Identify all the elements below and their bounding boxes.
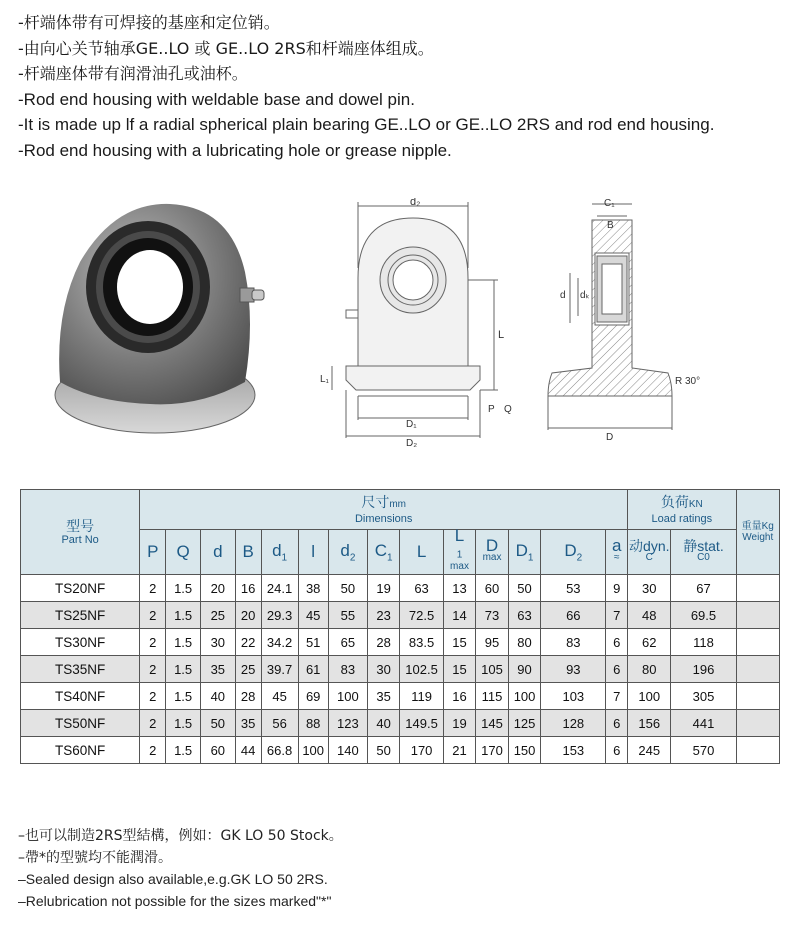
cell-c1: 28: [367, 629, 400, 656]
cell-c1: 19: [367, 575, 400, 602]
cell-d2: 103: [541, 683, 606, 710]
cell-d: 145: [476, 710, 509, 737]
cell-q: 1.5: [166, 737, 201, 764]
table-row: [21, 737, 780, 764]
cell-d1: 90: [508, 656, 541, 683]
cell-d1: 63: [508, 602, 541, 629]
cell-c: 245: [628, 737, 671, 764]
cell-q: 1.5: [166, 656, 201, 683]
col-dyn: 动dyn. C: [628, 530, 671, 575]
cell-q: 1.5: [166, 629, 201, 656]
cell-d2: 100: [328, 683, 367, 710]
col-d2: $d_2$: [328, 530, 367, 575]
cell-d1: 29.3: [261, 602, 298, 629]
cell-d1: 56: [261, 710, 298, 737]
cell-a: 6: [606, 656, 628, 683]
cell-l1: 13: [443, 575, 476, 602]
cell-d1: 125: [508, 710, 541, 737]
label-R30: R 30°: [675, 376, 701, 387]
cell-weight: [736, 629, 779, 656]
cell-l1: 15: [443, 656, 476, 683]
spec-table-body: [21, 575, 780, 764]
label-d: d: [560, 290, 566, 301]
cell-weight: [736, 737, 779, 764]
note-3: –Sealed design also available,e.g.GK LO 50 2RS.: [18, 871, 328, 887]
col-D1: $D_1$: [508, 530, 541, 575]
cell-a: 6: [606, 710, 628, 737]
cell-d: 73: [476, 602, 509, 629]
dim-header-en: Dimensions: [354, 512, 413, 525]
col-D2: $D_2$: [541, 530, 606, 575]
cell-d2: 83: [328, 656, 367, 683]
cell-l: 63: [400, 575, 443, 602]
cell-c: 62: [628, 629, 671, 656]
cell-c1: 30: [367, 656, 400, 683]
cell-part: TS35NF: [21, 656, 140, 683]
label-B: B: [607, 220, 614, 231]
cell-d1: 80: [508, 629, 541, 656]
cell-l1: 15: [443, 629, 476, 656]
cell-b: 35: [235, 710, 261, 737]
cell-c0: 67: [671, 575, 736, 602]
cell-d2: 128: [541, 710, 606, 737]
label-d2: d₂: [410, 198, 421, 208]
cell-weight: [736, 710, 779, 737]
note-2: –帶*的型號均不能潤滑。: [18, 849, 172, 866]
col-Q: Q: [166, 530, 201, 575]
cell-q: 1.5: [166, 683, 201, 710]
cell-q: 1.5: [166, 575, 201, 602]
cell-d: 95: [476, 629, 509, 656]
label-L: L: [498, 329, 505, 341]
cell-p: 2: [140, 683, 166, 710]
cell-c1: 35: [367, 683, 400, 710]
cell-l: 51: [298, 629, 328, 656]
intro-line-5: -It is made up lf a radial spherical plain bearing GE..LO or GE..LO 2RS and rod end housing.: [18, 115, 715, 134]
cell-a: 6: [606, 629, 628, 656]
cell-l: 72.5: [400, 602, 443, 629]
footnotes: [18, 826, 343, 912]
intro-text: [18, 10, 788, 163]
load-header-cn: 负荷: [660, 493, 689, 510]
cell-l: 170: [400, 737, 443, 764]
intro-line-2: -由向心关节轴承GE..LO 或 GE..LO 2RS和杆端座体组成。: [18, 38, 434, 58]
cell-d: 60: [200, 737, 235, 764]
cell-d1: 150: [508, 737, 541, 764]
cell-weight: [736, 656, 779, 683]
cell-d2: 50: [328, 575, 367, 602]
col-Dmax: D max: [476, 530, 509, 575]
cell-d2: 65: [328, 629, 367, 656]
cell-part: TS20NF: [21, 575, 140, 602]
cell-c: 30: [628, 575, 671, 602]
dim-header-unit: mm: [389, 498, 406, 510]
cell-l: 45: [298, 602, 328, 629]
cell-c: 80: [628, 656, 671, 683]
cell-l: 38: [298, 575, 328, 602]
cell-c0: 441: [671, 710, 736, 737]
intro-line-1: -杆端体带有可焊接的基座和定位销。: [18, 13, 280, 32]
cell-q: 1.5: [166, 710, 201, 737]
table-row: [21, 602, 780, 629]
cell-c1: 50: [367, 737, 400, 764]
col-B: B: [235, 530, 261, 575]
cell-d: 20: [200, 575, 235, 602]
cell-q: 1.5: [166, 602, 201, 629]
cell-b: 16: [235, 575, 261, 602]
label-P: P: [488, 404, 495, 415]
cell-weight: [736, 602, 779, 629]
col-l: l: [298, 530, 328, 575]
intro-line-4: -Rod end housing with weldable base and dowel pin.: [18, 89, 415, 109]
spec-table: [20, 489, 780, 764]
load-header-en: Load ratings: [651, 512, 713, 525]
cell-d: 25: [200, 602, 235, 629]
cell-d1: 100: [508, 683, 541, 710]
cell-p: 2: [140, 710, 166, 737]
cell-d: 30: [200, 629, 235, 656]
cell-p: 2: [140, 629, 166, 656]
dimensions-header: [140, 490, 628, 530]
cell-p: 2: [140, 602, 166, 629]
cell-a: 9: [606, 575, 628, 602]
cell-d: 170: [476, 737, 509, 764]
cell-l: 88: [298, 710, 328, 737]
weight-header: 重量Kg Weight: [736, 490, 779, 575]
cell-d2: 55: [328, 602, 367, 629]
cell-l: 61: [298, 656, 328, 683]
cell-l1: 14: [443, 602, 476, 629]
cell-l1: 21: [443, 737, 476, 764]
cell-b: 22: [235, 629, 261, 656]
cell-c0: 305: [671, 683, 736, 710]
cell-d1: 50: [508, 575, 541, 602]
cell-p: 2: [140, 575, 166, 602]
cell-part: TS60NF: [21, 737, 140, 764]
cell-p: 2: [140, 737, 166, 764]
cell-l: 100: [298, 737, 328, 764]
part-no-header: [21, 490, 140, 575]
cell-c0: 196: [671, 656, 736, 683]
cell-d2: 140: [328, 737, 367, 764]
cell-weight: [736, 683, 779, 710]
cell-part: TS25NF: [21, 602, 140, 629]
cell-c: 156: [628, 710, 671, 737]
part-header-en: Part No: [61, 533, 99, 546]
cell-weight: [736, 575, 779, 602]
cell-d: 50: [200, 710, 235, 737]
load-header-unit: KN: [688, 498, 703, 510]
label-D: D: [606, 432, 614, 443]
cell-c0: 118: [671, 629, 736, 656]
cell-c: 48: [628, 602, 671, 629]
cell-b: 25: [235, 656, 261, 683]
cell-part: TS50NF: [21, 710, 140, 737]
cell-d1: 66.8: [261, 737, 298, 764]
intro-line-3: -杆端座体带有润滑油孔或油杯。: [18, 64, 248, 83]
cell-l1: 19: [443, 710, 476, 737]
cell-c: 100: [628, 683, 671, 710]
intro-line-6: -Rod end housing with a lubricating hole or grease nipple.: [18, 140, 452, 160]
table-row: [21, 575, 780, 602]
label-D2: D₂: [406, 438, 418, 449]
cell-d: 105: [476, 656, 509, 683]
cell-d1: 45: [261, 683, 298, 710]
cell-d1: 39.7: [261, 656, 298, 683]
cell-c1: 23: [367, 602, 400, 629]
col-L: L: [400, 530, 443, 575]
cell-b: 20: [235, 602, 261, 629]
product-photo: [40, 192, 270, 442]
cell-p: 2: [140, 656, 166, 683]
cell-d2: 123: [328, 710, 367, 737]
col-stat: 静stat. C0: [671, 530, 736, 575]
cell-l: 102.5: [400, 656, 443, 683]
cell-a: 7: [606, 602, 628, 629]
note-1: –也可以制造2RS型結構，例如：GK LO 50 Stock。: [18, 828, 343, 844]
cell-d: 60: [476, 575, 509, 602]
load-ratings-header: [628, 490, 736, 530]
cell-d1: 34.2: [261, 629, 298, 656]
col-d1: $d_1$: [261, 530, 298, 575]
cell-b: 28: [235, 683, 261, 710]
cell-d: 115: [476, 683, 509, 710]
col-a: a ≈: [606, 530, 628, 575]
col-L1: L $_1$ max: [443, 530, 476, 575]
cell-part: TS40NF: [21, 683, 140, 710]
cell-part: TS30NF: [21, 629, 140, 656]
table-row: [21, 710, 780, 737]
cell-d2: 153: [541, 737, 606, 764]
cell-d2: 66: [541, 602, 606, 629]
table-row: [21, 683, 780, 710]
cell-c1: 40: [367, 710, 400, 737]
part-header-cn: 型号: [66, 517, 95, 534]
label-Q: Q: [504, 404, 512, 415]
section-view-drawing: [540, 198, 715, 450]
col-P: P: [140, 530, 166, 575]
table-row: [21, 656, 780, 683]
cell-d1: 24.1: [261, 575, 298, 602]
cell-d2: 93: [541, 656, 606, 683]
cell-b: 44: [235, 737, 261, 764]
label-D1: D₁: [406, 419, 417, 430]
col-C1: $C_1$: [367, 530, 400, 575]
table-row: [21, 629, 780, 656]
cell-a: 6: [606, 737, 628, 764]
cell-d: 35: [200, 656, 235, 683]
cell-l: 83.5: [400, 629, 443, 656]
note-4: –Relubrication not possible for the sizes marked"*": [18, 892, 332, 909]
cell-d2: 83: [541, 629, 606, 656]
cell-d: 40: [200, 683, 235, 710]
cell-l: 119: [400, 683, 443, 710]
cell-a: 7: [606, 683, 628, 710]
cell-c0: 69.5: [671, 602, 736, 629]
label-C1: C₁: [604, 198, 615, 209]
front-view-drawing: [318, 198, 528, 450]
cell-l: 69: [298, 683, 328, 710]
cell-c0: 570: [671, 737, 736, 764]
dim-header-cn: 尺寸: [361, 493, 390, 510]
label-dk: dₖ: [580, 290, 590, 301]
cell-l: 149.5: [400, 710, 443, 737]
cell-l1: 16: [443, 683, 476, 710]
cell-d2: 53: [541, 575, 606, 602]
col-d: d: [200, 530, 235, 575]
label-L1: L₁: [320, 374, 329, 385]
